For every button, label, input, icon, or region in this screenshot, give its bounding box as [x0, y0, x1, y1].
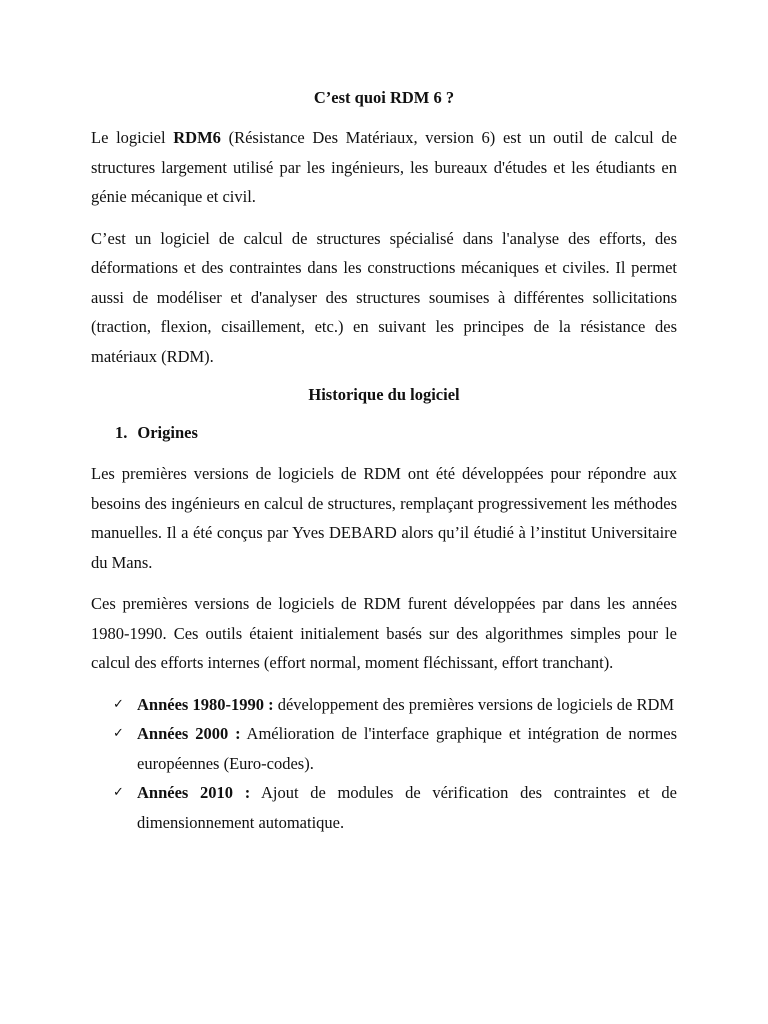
timeline-label: Années 2000 : [137, 724, 241, 743]
checkmark-icon: ✓ [113, 785, 124, 800]
timeline-text: Amélioration de l'interface graphique et intégration de normes européennes (Euro-codes). [137, 724, 677, 773]
intro-paragraph [91, 123, 677, 212]
origins-paragraph: Les premières versions de logiciels de RDM ont été développées pour répondre aux besoins des ingénieurs en calcul de structures, remplaçant progressivement les méthodes manuelles. Il a été conçus par Yves DEBARD alors qu’il étudié à l’institut Universitaire du Mans. [91, 464, 677, 572]
list-item [91, 690, 677, 720]
subsection-heading [91, 421, 677, 445]
list-item [91, 778, 677, 837]
timeline-list [91, 690, 677, 838]
intro-prefix: Le logiciel [91, 128, 174, 147]
checkmark-icon: ✓ [113, 696, 124, 712]
section-title: Historique du logiciel [308, 385, 460, 404]
timeline-label: Années 1980-1990 : [137, 694, 274, 714]
subsection-title: Origines [137, 423, 198, 442]
definition-paragraph: C’est un logiciel de calcul de structures spécialisé dans l'analyse des efforts, des déformations et des contraintes dans les constructions mécaniques et civiles. Il permet aussi de modéliser et d'analyser des structures soumises à différentes sollicitations (traction, flexion, cisaillement, etc.) en suivant les principes de la résistance des matériaux (RDM). [91, 228, 677, 366]
intro-suffix: (Résistance Des Matériaux, version 6) est un outil de calcul de structures largement utilisé par les ingénieurs, les bureaux d'études et les étudiants en génie mécanique et civil. [91, 128, 677, 206]
list-item [91, 719, 677, 778]
history-paragraph: Ces premières versions de logiciels de RDM furent développées par dans les années 1980-1990. Ces outils étaient initialement basés sur des algorithmes simples pour le calcul des efforts internes (effort normal, moment fléchissant, effort tranchant). [91, 594, 677, 672]
timeline-text: développement des premières versions de logiciels de RDM [273, 694, 675, 714]
timeline-label: Années 2010 : [137, 783, 251, 802]
page-title: C’est quoi RDM 6 ? [313, 88, 455, 107]
timeline-text: Ajout de modules de vérification des contraintes et de dimensionnement automatique. [137, 783, 677, 832]
document-page [91, 86, 677, 837]
checkmark-icon: ✓ [113, 726, 124, 741]
subsection-number: 1. [115, 423, 128, 442]
intro-bold-term: RDM6 [173, 128, 221, 147]
